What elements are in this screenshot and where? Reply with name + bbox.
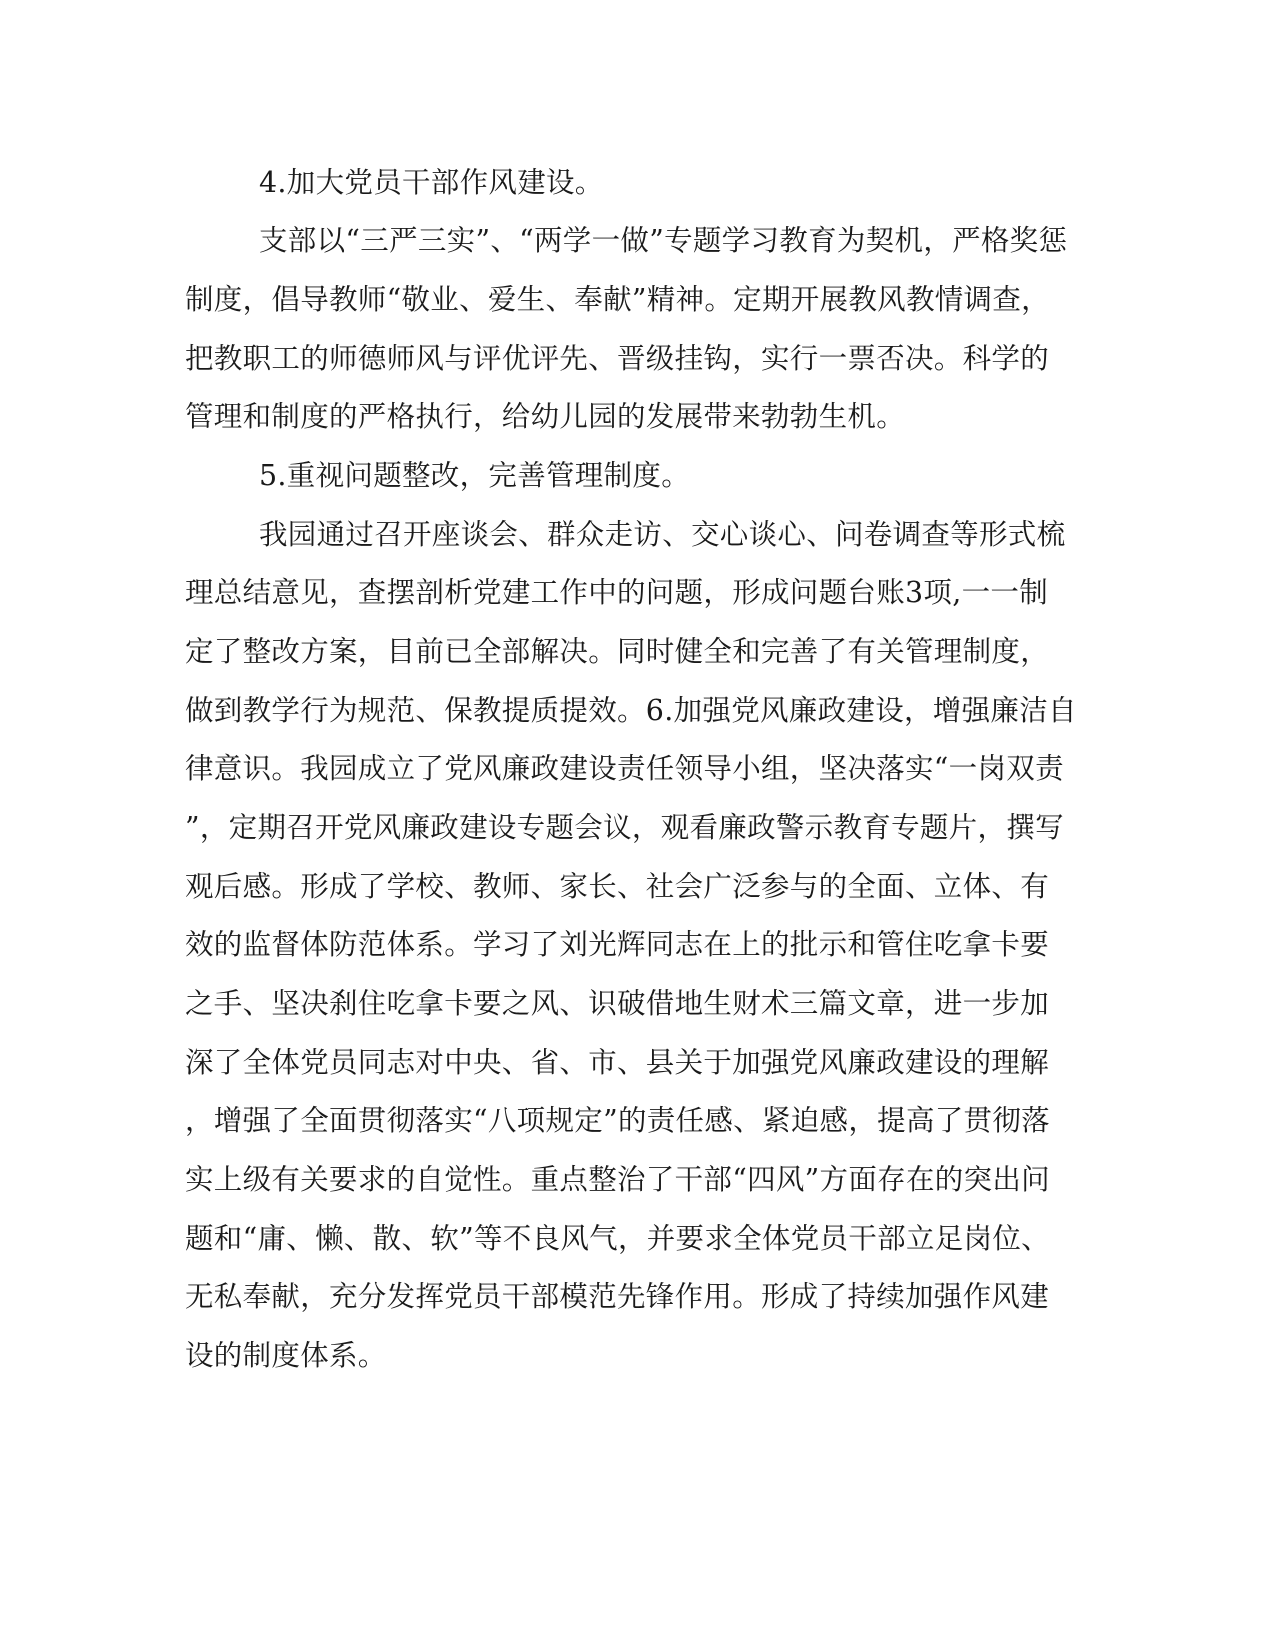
paragraph-line: 把教职工的师德师风与评优评先、晋级挂钩，实行一票否决。科学的 — [185, 342, 1050, 375]
paragraph-line: ”，定期召开党风廉政建设专题会议，观看廉政警示教育专题片，撰写 — [185, 811, 1064, 844]
paragraph-line: 我园通过召开座谈会、群众走访、交心谈心、问卷调查等形式梳 — [259, 518, 1066, 551]
paragraph-line: 深了全体党员同志对中央、省、市、县关于加强党风廉政建设的理解 — [185, 1046, 1050, 1079]
paragraph-line: 实上级有关要求的自觉性。重点整治了干部“四风”方面存在的突出问 — [185, 1163, 1050, 1196]
paragraph-line: 观后感。形成了学校、教师、家长、社会广泛参与的全面、立体、有 — [185, 870, 1050, 903]
section-heading-4: 4.加大党员干部作风建设。 — [259, 166, 604, 199]
paragraph-line: ，增强了全面贯彻落实“八项规定”的责任感、紧迫感，提高了贯彻落 — [185, 1104, 1050, 1137]
paragraph-line: 效的监督体防范体系。学习了刘光辉同志在上的批示和管住吃拿卡要 — [185, 928, 1050, 961]
paragraph-line: 题和“庸、懒、散、软”等不良风气，并要求全体党员干部立足岗位、 — [185, 1222, 1050, 1255]
paragraph-line: 之手、坚决刹住吃拿卡要之风、识破借地生财术三篇文章，进一步加 — [185, 987, 1050, 1020]
paragraph-line: 律意识。我园成立了党风廉政建设责任领导小组，坚决落实“一岗双责 — [185, 752, 1064, 785]
paragraph-line: 支部以“三严三实”、“两学一做”专题学习教育为契机，严格奖惩 — [259, 224, 1068, 257]
paragraph-line: 设的制度体系。 — [185, 1339, 387, 1372]
section-heading-5: 5.重视问题整改，完善管理制度。 — [259, 459, 690, 492]
paragraph-line: 制度，倡导教师“敬业、爱生、奉献”精神。定期开展教风教情调查， — [185, 283, 1050, 316]
paragraph-line: 理总结意见，查摆剖析党建工作中的问题，形成问题台账3项,一一制 — [185, 576, 1048, 609]
paragraph-line: 管理和制度的严格执行，给幼儿园的发展带来勃勃生机。 — [185, 400, 906, 433]
paragraph-line: 做到教学行为规范、保教提质提效。6.加强党风廉政建设，增强廉洁自 — [185, 694, 1077, 727]
paragraph-line: 无私奉献，充分发挥党员干部模范先锋作用。形成了持续加强作风建 — [185, 1280, 1050, 1313]
paragraph-line: 定了整改方案，目前已全部解决。同时健全和完善了有关管理制度， — [185, 635, 1050, 668]
